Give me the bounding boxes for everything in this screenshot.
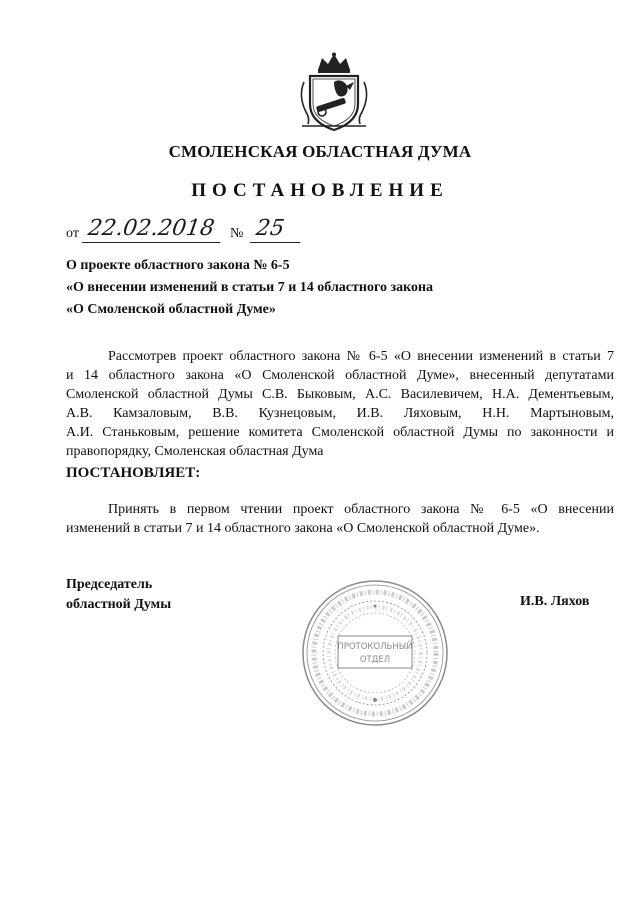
subject-line: О проекте областного закона № 6-5 <box>66 258 290 273</box>
stamp-inner-ring <box>335 613 415 693</box>
body-line: А.В. Камзаловым, В.В. Кузнецовым, И.В. Ляховым, Н.Н. Мартыновым, <box>66 406 614 421</box>
subject-block <box>66 255 433 321</box>
stamp-center-text: ОТДЕЛ <box>359 655 391 665</box>
stamp-ring-text <box>314 592 436 714</box>
body-line: Рассмотрев проект областного закона № 6-5 «О внесении изменений в статьи 7 <box>108 349 614 364</box>
body-line: А.И. Станьковым, решение комитета Смоленской областной Думы по законности и <box>66 425 614 440</box>
subject-line: «О Смоленской областной Думе» <box>66 302 276 317</box>
decree-heading: ПОСТАНОВЛЯЕТ: <box>66 465 201 481</box>
stamp-dot <box>373 698 377 702</box>
decision-line: Принять в первом чтении проект областного закона № 6-5 «О внесении <box>108 502 614 517</box>
decision-line: изменений в статьи 7 и 14 областного закона «О Смоленской областной Думе». <box>66 521 540 536</box>
body-line: Смоленской областной Думы С.В. Быковым, А.С. Василевичем, Н.А. Дементьевым, <box>66 387 614 402</box>
coat-of-arms-icon <box>296 52 372 134</box>
date-number-line <box>66 216 366 246</box>
decision-paragraph <box>66 500 614 538</box>
subject-line: «О внесении изменений в статьи 7 и 14 областного закона <box>66 280 434 295</box>
stamp-center-text: ПРОТОКОЛЬНЫЙ <box>337 642 413 652</box>
date-prefix: от <box>66 226 79 241</box>
date-value-handwritten: 22.02.2018 <box>82 216 224 243</box>
signatory-title-line: областной Думы <box>66 597 172 612</box>
stamp-ring-text <box>329 607 421 699</box>
signatory-title <box>66 575 171 615</box>
stamp-inner-ring <box>323 601 427 705</box>
official-stamp <box>300 578 450 728</box>
signatory-name: И.В. Ляхов <box>520 594 590 609</box>
body-line: и 14 областного закона «О Смоленской областной Думе», внесенный депутатами <box>66 368 614 383</box>
organization-name: СМОЛЕНСКАЯ ОБЛАСТНАЯ ДУМА <box>168 142 472 161</box>
body-paragraph <box>66 347 614 461</box>
number-value-handwritten: 25 <box>250 216 304 243</box>
signatory-title-line: Председатель <box>66 577 153 592</box>
body-line: правопорядку, Смоленская областная Дума <box>66 444 324 459</box>
number-prefix: № <box>230 226 244 241</box>
document-type-heading: ПОСТАНОВЛЕНИЕ <box>191 180 449 201</box>
stamp-outer-ring <box>303 581 447 725</box>
stamp-dot <box>374 605 377 608</box>
